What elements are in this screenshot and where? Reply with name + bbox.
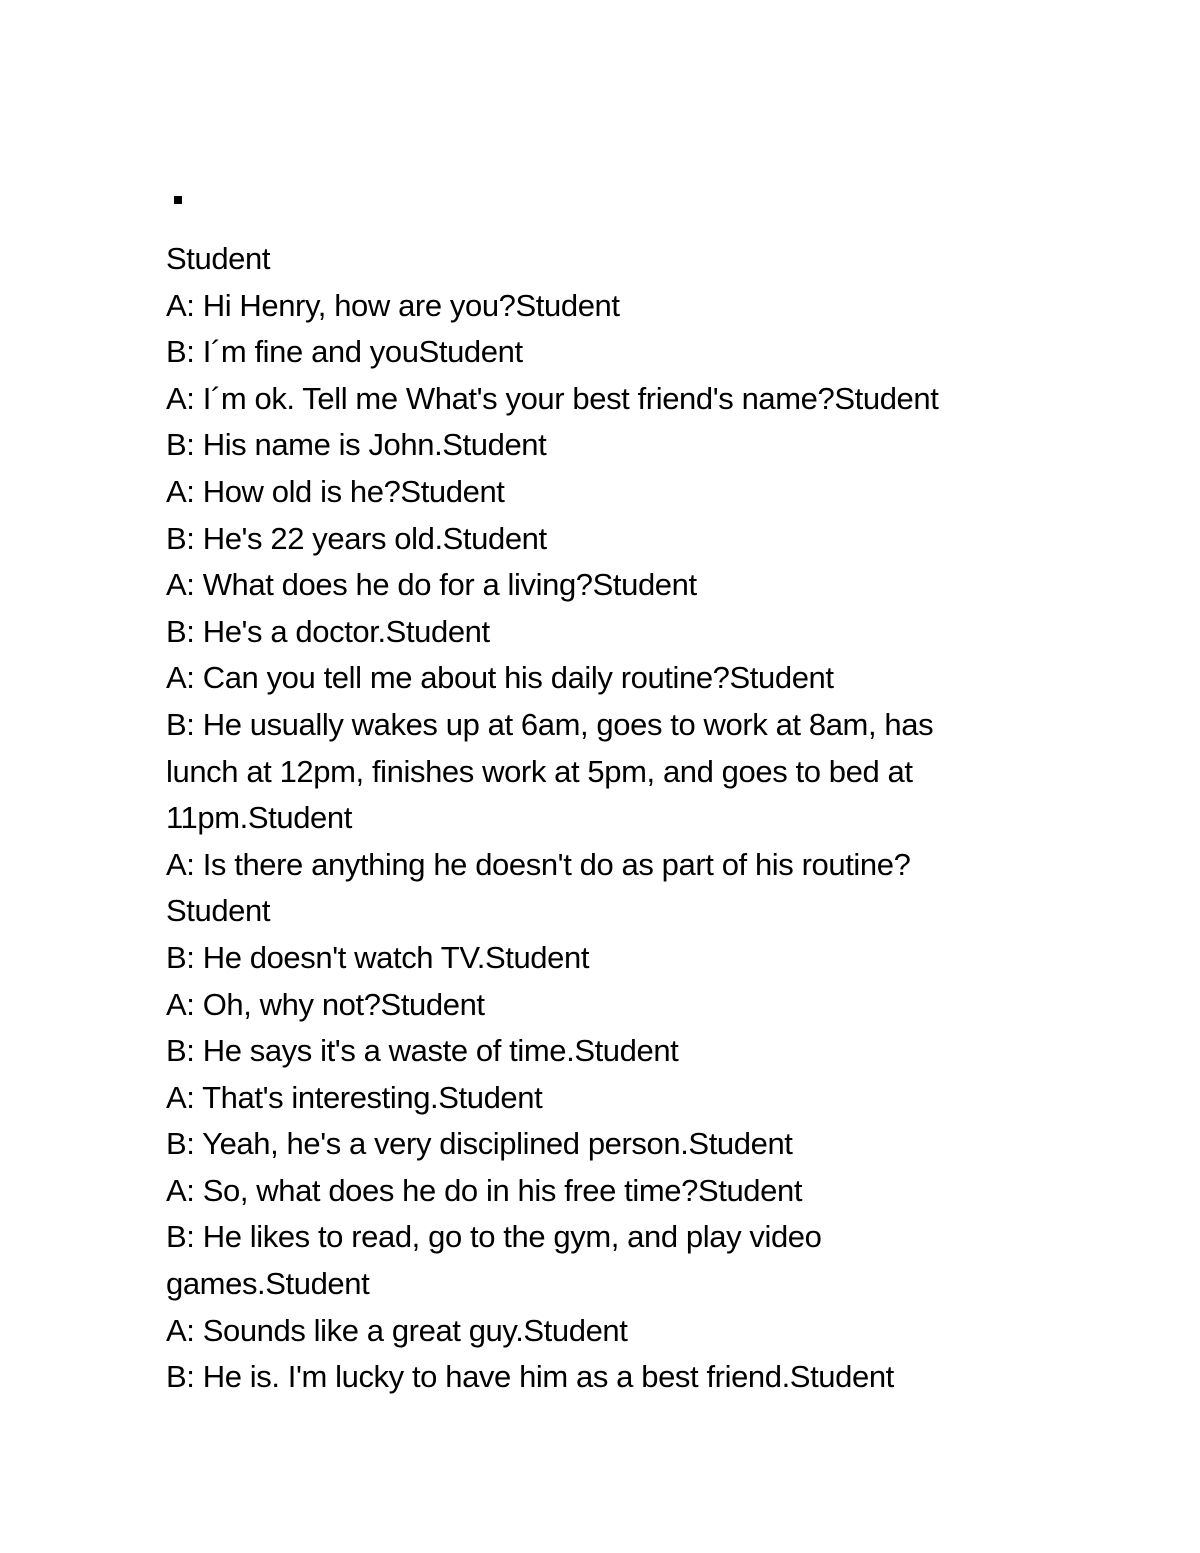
bullet-mark [174,196,182,204]
dialogue-line: lunch at 12pm, finishes work at 5pm, and goes to bed at [166,753,913,789]
dialogue-line: B: Yeah, he's a very disciplined person.Student [166,1126,793,1162]
dialogue-line: B: He usually wakes up at 6am, goes to work at 8am, has [166,706,934,742]
dialogue-line: B: His name is John.Student [166,427,547,463]
dialogue-line: A: Sounds like a great guy.Student [166,1312,628,1348]
dialogue-line: Student [166,241,271,276]
dialogue-line: A: I´m ok. Tell me What's your best friend's name?Student [166,380,939,416]
dialogue-line: B: He doesn't watch TV.Student [166,939,590,975]
dialogue-line: A: Can you tell me about his daily routine?Student [166,660,834,696]
dialogue-line: B: He says it's a waste of time.Student [166,1033,679,1069]
dialogue-line: A: Oh, why not?Student [166,986,485,1022]
dialogue-line: A: That's interesting.Student [166,1079,543,1115]
dialogue-line: B: He's a doctor.Student [166,613,490,649]
dialogue-line: A: So, what does he do in his free time?Student [166,1172,803,1208]
dialogue-line: A: Hi Henry, how are you?Student [166,287,620,323]
dialogue-line: B: He's 22 years old.Student [166,520,547,556]
dialogue-line: B: I´m fine and youStudent [166,334,523,370]
dialogue-line: B: He is. I'm lucky to have him as a best friend.Student [166,1359,894,1395]
dialogue-line: A: How old is he?Student [166,473,505,509]
dialogue-body [166,236,1016,1401]
dialogue-line: games.Student [166,1266,370,1302]
dialogue-line: 11pm.Student [166,800,352,836]
dialogue-line: B: He likes to read, go to the gym, and play video [166,1219,822,1255]
dialogue-line: A: What does he do for a living?Student [166,567,697,603]
dialogue-line: Student [166,893,271,929]
dialogue-line: A: Is there anything he doesn't do as part of his routine? [166,846,911,882]
